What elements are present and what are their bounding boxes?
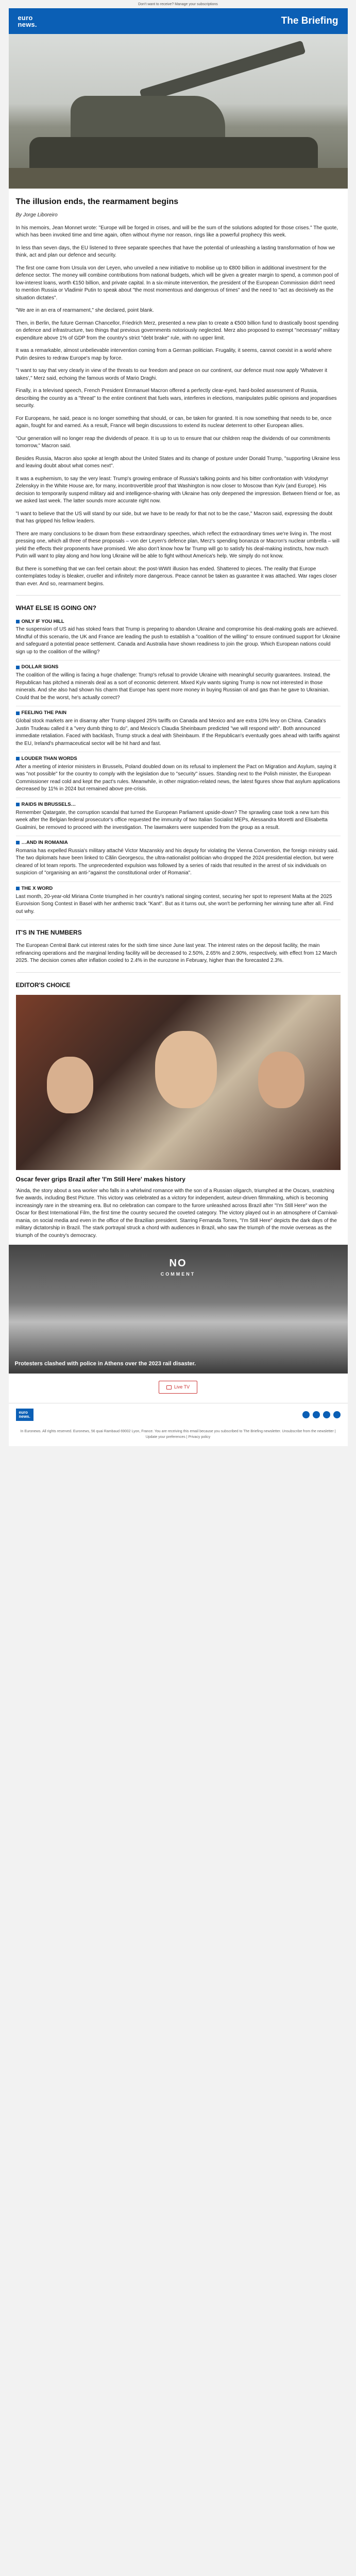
lead-paragraph: "Our generation will no longer reap the dividends of peace. It is up to us to ensure that our children reap the dividends of our commitments tomorrow," Macron said. [15, 435, 331, 449]
lead-paragraph: "I want to believe that the US will stand by our side, but we have to be ready for that not to be the case," Macron said, expressing the doubt that has gripped his fellow leaders. [15, 511, 333, 524]
lead-paragraph: For Europeans, he said, peace is no longer something that should, or can, be taken for granted. It is now something that needs to be, once again, fought for and earned. As a result, France will begin discussions to extend its nuclear deterrent to other European allies. [15, 415, 332, 429]
square-bullet-icon [16, 711, 20, 715]
footer-logo-line1: euro [19, 1410, 28, 1415]
byline: By Jorge Liboreiro [15, 212, 58, 218]
nocomment-logo-text: NO [169, 1258, 187, 1269]
news-item-title [16, 885, 341, 892]
news-item-title-text: DOLLAR SIGNS [21, 664, 59, 670]
square-bullet-icon [16, 841, 20, 844]
numbers-section [9, 928, 348, 965]
lead-title: The illusion ends, the rearmament begins [15, 197, 179, 207]
tv-icon [166, 1385, 172, 1389]
news-item-title [16, 755, 341, 762]
news-item-title-text: LOUDER THAN WORDS [21, 756, 77, 762]
divider [16, 972, 341, 973]
social-links [302, 1411, 341, 1418]
nocomment-video[interactable] [9, 1245, 348, 1374]
news-item-title-text: ONLY IF YOU HILL [21, 618, 64, 624]
news-item-text: Last month, 20-year-old Miriana Conte triumphed in her country's national singing contest, securing her spot to represent Malta at the 2025 Eurovision Song Contest in Basel with her anthemic track "Kant". But as it turns out, she won't be performing her winning tune after all. Find out why. [15, 893, 334, 914]
news-item-title [16, 839, 341, 846]
live-tv-button[interactable] [159, 1381, 197, 1394]
newsletter [9, 8, 348, 1446]
footer-logo-line2: news. [19, 1414, 30, 1419]
lead-paragraph: But there is something that we can feel certain about: the post-WWII illusion has ended. Shattered to pieces. The reality that Europe contemplates today is bleaker, crueller and infinitely more dangerous. Peace cannot be taken as guarantee it was attached. War rages closer than ever. And so, rearmament begins. [15, 566, 337, 587]
news-item-title-text: THE X WORD [21, 885, 53, 891]
news-item-text: After a meeting of interior ministers in Brussels, Poland doubled down on its refusal to implement the Pact on Migration and Asylum, saying it was "not possible" for the country to comply with the legislation due to "security" issues. Standing next to the Polish minister, the European Commissioner read cold and kept the pact's rules. Meanwhile, in other migration-related news, the latest figures show that asylum applications decreased by 11% in 2024 but remained above pre-crisis. [15, 764, 340, 792]
logo-line2: news. [18, 21, 37, 29]
news-item-title [16, 709, 341, 717]
editors-image[interactable] [16, 995, 341, 1170]
lead-paragraph: "I want to say that very clearly in view of the threats to our freedom and peace on our continent, our defence must now apply 'Whatever it takes'," Merz said, echoing the famous words of Mario Draghi. [15, 368, 328, 381]
lead-paragraph: It was a remarkable, almost unbelievable intervention coming from a German politician. Frugality, it seems, cannot coexist in a world where Putin desires to redraw Europe's map by force. [15, 348, 332, 361]
instagram-icon[interactable] [323, 1411, 330, 1418]
newsletter-title: The Briefing [281, 15, 338, 27]
going-on-section [9, 595, 348, 920]
news-item-title [16, 618, 341, 625]
square-bullet-icon [16, 887, 20, 890]
lead-paragraph: Then, in Berlin, the future German Chancellor, Friedrich Merz, presented a new plan to create a €500 billion fund to drastically boost spending on defence and infrastructure, two things that previous governments notoriously neglected. Merz also proposed to exempt "necessary" military expenditure above 1% of GDP from the country's strict "debt brake" rule, with no upper limit. [15, 320, 340, 341]
youtube-icon[interactable] [333, 1411, 341, 1418]
lead-paragraph: In his memoirs, Jean Monnet wrote: "Europe will be forged in crises, and will be the sum of the solutions adopted for those crises." The quote, which has been invoked time and time again, often without rhyme nor reason, rings like a powerful prophecy this week. [15, 225, 338, 239]
news-item-text: Romania has expelled Russia's military attaché Victor Mazanskiy and his deputy for violating the Vienna Convention, the foreign ministry said. The two diplomats have been linked to Călin Georgescu, the ultra-nationalist politician who dropped the 2024 presidential election, but were cleared of lot team reports. The unprecedented expulsion was followed by a series of raids that resulted in the arrest of six individuals on suspicion of "organising an anti-"against the constitutional order of Romania". [15, 848, 339, 876]
editors-caption-text: 'Ainda, the story about a sea worker who falls in a whirlwind romance with the son of a Russian oligarch, triumphed at the Oscars, snatching five awards, including Best Picture. This victory was celebrated as a victory for independent, auteur-driven filmmaking, which is becoming increasingly rare in the streaming era. But no celebration can compare to the furore unleashed across Brazil after "I'm Still Here" won the Oscar for Best International Film, the first time the country secured the coveted category. The victory played out in an atmosphere of Carnival-mania, on social media and even in the office of the Brazilian president. Starring Fernanda Torres, "I'm Still Here" depicts the dark days of the military dictatorship in Brazil. The stark portrayal struck a chord with audiences in Brazil, who saw the triumph of the movie overseas as the triumph of the country's democracy. [15, 1188, 338, 1239]
news-item [16, 664, 341, 706]
footer-logo[interactable] [16, 1409, 33, 1421]
news-item-text: The coalition of the willing is facing a huge challenge: Trump's refusal to provide Ukraine with meaningful security guarantees. Instead, the Republican has pitched a minerals deal as a sort of economic deterrent. Mixed Kyiv wants signing Trump is now not interested in those minerals. And she also had shown his charm that Europe has spent more money in buying Russian oil and gas than he gave to Ukrainian. Could that be the worst, he's actually correct? [15, 672, 331, 701]
footnote[interactable]: In Euronews. All rights reserved. Euronews, 56 quai Rambaud 69002 Lyon, France. You are receiving this email because you subscribed to The Briefing newsletter. Unsubscribe from the newsletter | Update your preferences | Privacy policy [20, 1430, 336, 1439]
live-tv-wrap [9, 1374, 348, 1403]
footer [9, 1403, 348, 1426]
top-links[interactable]: Don't want to receive? Manage your subscriptions [138, 3, 218, 6]
lead-article [9, 196, 348, 588]
numbers-title: IT'S IN THE NUMBERS [15, 929, 82, 937]
tank-barrel [139, 40, 306, 103]
news-item-text: The suspension of US aid has stoked fears that Trump is preparing to abandon Ukraine and compromise his deal-making goals are achieved. Mindful of this scenario, the UK and France are leading the push to establish a "coalition of the willing" to ensure continued support for Ukraine and safeguard a potential peace settlement. Canada and Australia have shown readiness to join the group. Which European nations could sign up to the coalition of the willing? [15, 626, 341, 655]
news-item-title [16, 801, 341, 808]
divider [16, 595, 341, 596]
header [9, 8, 348, 34]
ground [9, 168, 348, 189]
going-on-items [16, 618, 341, 920]
square-bullet-icon [16, 757, 20, 760]
lead-paragraph: Finally, in a televised speech, French President Emmanuel Macron offered a perfectly clear-eyed, hard-boiled assessment of Russia, describing the country as a "threat" to the entire continent that fuels wars, interferes in elections, manipulates public opinions and jeopardises security. [15, 388, 337, 409]
news-item [16, 709, 341, 752]
editors-section [9, 972, 348, 1240]
news-item-title-text: RAIDS IN BRUSSELS… [21, 801, 76, 807]
editors-title: EDITOR'S CHOICE [15, 981, 71, 989]
news-item-title [16, 664, 341, 671]
lead-paragraph: It was a euphemism, to say the very least: Trump's growing embrace of Russia's talking points and his bitter confrontation with Volodymyr Zelenskyy in the White House are, for many, incontrovertible proof that Washington is now closer to Moscow than Kyiv (and Europe). His decision to temporarily suspend military aid and intelligence-sharing with Ukraine has only deepened the impression. Between friend or foe, as we asked last week. The latter sounds more accurate right now. [15, 476, 340, 504]
lead-paragraph: "We are in an era of rearmament," she declared, point blank. [15, 308, 154, 314]
news-item [16, 839, 341, 882]
live-tv-label: Live TV [174, 1384, 190, 1390]
square-bullet-icon [16, 666, 20, 669]
x-icon[interactable] [313, 1411, 320, 1418]
facebook-icon[interactable] [302, 1411, 310, 1418]
square-bullet-icon [16, 620, 20, 623]
logo-line1: euro [18, 14, 33, 22]
news-item-title-text: …AND IN ROMANIA [21, 840, 68, 846]
news-item-text: Global stock markets are in disarray after Trump slapped 25% tariffs on Canada and Mexico and are extra 10% levy on China. Canada's Justin Trudeau called it a "very dumb thing to do", and Mexico's Claudia Sheinbaum predicted "we will respond with". Both announced immediate retaliation. Faced with backlash, Trump struck a deal with Sheinbaum. If the Republican's eventually goes ahead with tariffs against the EU, Ireland's pharmaceutical sector will be hit hard and fast. [15, 718, 340, 747]
news-item [16, 885, 341, 920]
numbers-text: The European Central Bank cut interest rates for the sixth time since June last year. The interest rates on the deposit facility, the main refinancing operations and the marginal lending facility will be decreased to 2.50%, 2.65% and 2.90%, respectively, with effect from 12 March 2025. The decision comes after inflation cooled to 2.4% in the eurozone in February, higher than the forecasted 2.3%. [15, 943, 337, 964]
euronews-logo[interactable] [18, 14, 37, 28]
news-item-title-text: FEELING THE PAIN [21, 710, 66, 716]
person-3 [258, 1052, 304, 1108]
nocomment-caption: Protesters clashed with police in Athens over the 2023 rail disaster. [14, 1361, 196, 1367]
lead-paragraphs [16, 225, 341, 588]
hero-image [9, 34, 348, 189]
news-item-text: Remember Qatargate, the corruption scandal that turned the European Parliament upside-down? The sprawling case took a new turn this week after the Belgian federal prosecutor's office requested the immunity of two Italian Socialist MEPs, Alessandra Moretti and Elisabetta Gualmini, be removed to proceed with the investigation. The lawmakers were suspended from the group as a result. [15, 809, 329, 831]
news-item [16, 755, 341, 798]
lead-paragraph: Besides Russia, Macron also spoke at length about the United States and its change of posture under Donald Trump, "supporting Ukraine less and leaving doubt about what comes next". [15, 455, 340, 469]
editors-caption-title[interactable]: Oscar fever grips Brazil after 'I'm Still Here' makes history [15, 1176, 185, 1183]
nocomment-logo [161, 1256, 196, 1278]
news-item [16, 801, 341, 836]
square-bullet-icon [16, 803, 20, 806]
person-1 [47, 1057, 93, 1113]
news-item [16, 618, 341, 661]
going-on-title: WHAT ELSE IS GOING ON? [15, 604, 96, 612]
lead-paragraph: There are many conclusions to be drawn from these extraordinary speeches, which reflect the extraordinary times we're living in. The most pressing one, which all three of these proposals – von der Leyen's defence plan, Merz's spending bonanza or Macron's nuclear umbrella – will yield the effects their proponents have promised. We also don't know how far Trump will go to satisfy his deal-making instincts, how much Putin will want to play along and how long Ukraine will be able to fight without America's help. We simply do not know. [15, 531, 340, 560]
nocomment-logo-sub: COMMENT [160, 1272, 196, 1277]
lead-paragraph: In less than seven days, the EU listened to three separate speeches that have the potential of unleashing a lasting transformation of how we think, act and plan our defence and security. [15, 245, 335, 259]
lead-paragraph: The first one came from Ursula von der Leyen, who unveiled a new initiative to mobilise up to €800 billion in additional investment for the defence sector. The money will combine contributions from national budgets, which will be given a greater margin to spend, a common pool of low-interest loans, worth €150 billion, and private capital. In a six-minute intervention, the president of the European Commission didn't need to mention Russia or Vladimir Putin to speak about "the most momentous and dangerous of times" and the need to "act as decisively as the situation dictates". [15, 265, 339, 301]
person-2 [155, 1031, 217, 1108]
